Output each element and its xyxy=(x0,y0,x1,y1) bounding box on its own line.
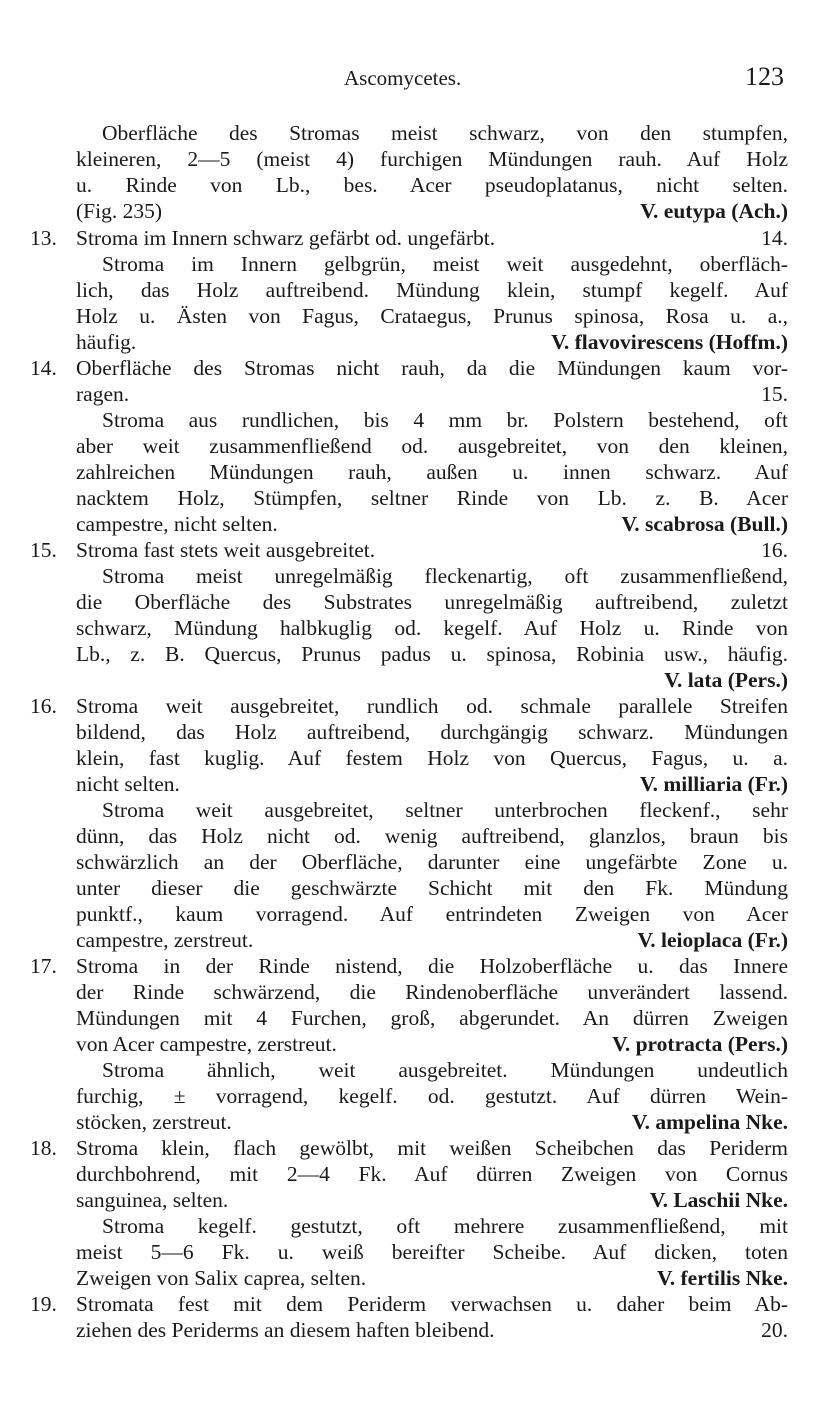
couplet-number: 19. xyxy=(30,1292,57,1316)
couplet-number: 13. xyxy=(30,226,57,250)
text-line: häufig. xyxy=(76,330,137,354)
species-name: V. Laschii Nke. xyxy=(649,1188,788,1212)
text-line: ziehen des Periderms an diesem haften bleibend. xyxy=(76,1318,495,1342)
species-name: V. lata (Pers.) xyxy=(664,668,788,692)
species-name: V. fertilis Nke. xyxy=(657,1266,788,1290)
text-line: Stroma in der Rinde nistend, die Holzoberfläche u. das Innere xyxy=(76,954,788,978)
text-line: die Oberfläche des Substrates unregelmäßig auftreibend, zuletzt xyxy=(76,590,788,614)
text-line: Stromata fest mit dem Periderm verwachsen u. daher beim Ab- xyxy=(76,1292,788,1316)
text-line: stöcken, zerstreut. xyxy=(76,1110,232,1134)
text-line: Holz u. Ästen von Fagus, Crataegus, Prunus spinosa, Rosa u. a., xyxy=(76,304,788,328)
text-line: zahlreichen Mündungen rauh, außen u. innen schwarz. Auf xyxy=(76,460,788,484)
text-line: schwarz, Mündung halbkuglig od. kegelf. Auf Holz u. Rinde von xyxy=(76,616,788,640)
lead-reference: 16. xyxy=(761,538,788,562)
text-line: klein, fast kuglig. Auf festem Holz von Quercus, Fagus, u. a. xyxy=(76,746,788,770)
text-line: von Acer campestre, zerstreut. xyxy=(76,1032,337,1056)
text-line: campestre, zerstreut. xyxy=(76,928,254,952)
text-line: u. Rinde von Lb., bes. Acer pseudoplatanus, nicht selten. xyxy=(76,173,788,197)
text-line: meist 5—6 Fk. u. weiß bereifter Scheibe. Auf dicken, toten xyxy=(76,1240,788,1264)
text-line: dünn, das Holz nicht od. wenig auftreibend, glanzlos, braun bis xyxy=(76,824,788,848)
species-name: V. flavovirescens (Hoffm.) xyxy=(551,330,788,354)
text-line: der Rinde schwärzend, die Rindenoberfläche unverändert lassend. xyxy=(76,980,788,1004)
species-name: V. milliaria (Fr.) xyxy=(639,772,788,796)
text-line: ragen. xyxy=(76,382,130,406)
text-line: schwärzlich an der Oberfläche, darunter eine ungefärbte Zone u. xyxy=(76,850,788,874)
couplet-number: 18. xyxy=(30,1136,57,1160)
page-number: 123 xyxy=(745,62,784,91)
text-line: Stroma aus rundlichen, bis 4 mm br. Polstern bestehend, oft xyxy=(102,408,788,432)
text-line: campestre, nicht selten. xyxy=(76,512,278,536)
lead-reference: 15. xyxy=(761,382,788,406)
couplet-number: 14. xyxy=(30,356,57,380)
species-name: V. eutypa (Ach.) xyxy=(640,199,788,223)
text-line: aber weit zusammenfließend od. ausgebreitet, von den kleinen, xyxy=(76,434,788,458)
couplet-number: 15. xyxy=(30,538,57,562)
lead-reference: 20. xyxy=(761,1318,788,1342)
text-line: kleineren, 2—5 (meist 4) furchigen Mündungen rauh. Auf Holz xyxy=(76,147,788,171)
couplet-number: 17. xyxy=(30,954,57,978)
text-line: punktf., kaum vorragend. Auf entrindeten Zweigen von Acer xyxy=(76,902,788,926)
text-line: (Fig. 235) xyxy=(76,199,162,223)
text-line: nicht selten. xyxy=(76,772,180,796)
text-line: unter dieser die geschwärzte Schicht mit den Fk. Mündung xyxy=(76,876,788,900)
species-name: V. protracta (Pers.) xyxy=(612,1032,788,1056)
couplet-number: 16. xyxy=(30,694,57,718)
text-line: Stroma im Innern gelbgrün, meist weit ausgedehnt, oberfläch- xyxy=(102,252,788,276)
text-line: lich, das Holz auftreibend. Mündung klein, stumpf kegelf. Auf xyxy=(76,278,788,302)
species-name: V. scabrosa (Bull.) xyxy=(621,512,788,536)
text-line: Stroma weit ausgebreitet, rundlich od. schmale parallele Streifen xyxy=(76,694,788,718)
species-name: V. leioplaca (Fr.) xyxy=(637,928,788,952)
text-line: durchbohrend, mit 2—4 Fk. Auf dürren Zweigen von Cornus xyxy=(76,1162,788,1186)
text-line: Lb., z. B. Quercus, Prunus padus u. spinosa, Robinia usw., häufig. xyxy=(76,642,788,666)
lead-reference: 14. xyxy=(761,226,788,250)
text-line: Stroma fast stets weit ausgebreitet. xyxy=(76,538,376,562)
text-line: Stroma klein, flach gewölbt, mit weißen Scheibchen das Periderm xyxy=(76,1136,788,1160)
text-line: bildend, das Holz auftreibend, durchgängig schwarz. Mündungen xyxy=(76,720,788,744)
text-line: sanguinea, selten. xyxy=(76,1188,229,1212)
species-name: V. ampelina Nke. xyxy=(631,1110,788,1134)
text-line: furchig, ± vorragend, kegelf. od. gestutzt. Auf dürren Wein- xyxy=(76,1084,788,1108)
text-line: Stroma ähnlich, weit ausgebreitet. Mündungen undeutlich xyxy=(102,1058,788,1082)
header-title: Ascomycetes. xyxy=(344,66,462,90)
text-line: Stroma im Innern schwarz gefärbt od. ungefärbt. xyxy=(76,226,496,250)
text-line: Mündungen mit 4 Furchen, groß, abgerundet. An dürren Zweigen xyxy=(76,1006,788,1030)
text-line: nacktem Holz, Stümpfen, seltner Rinde von Lb. z. B. Acer xyxy=(76,486,788,510)
text-line: Stroma meist unregelmäßig fleckenartig, oft zusammenfließend, xyxy=(102,564,788,588)
text-line: Stroma weit ausgebreitet, seltner unterbrochen fleckenf., sehr xyxy=(102,798,788,822)
text-line: Stroma kegelf. gestutzt, oft mehrere zusammenfließend, mit xyxy=(102,1214,788,1238)
running-header xyxy=(76,62,788,96)
text-line: Zweigen von Salix caprea, selten. xyxy=(76,1266,367,1290)
text-line: Oberfläche des Stromas nicht rauh, da die Mündungen kaum vor- xyxy=(76,356,788,380)
text-line: Oberfläche des Stromas meist schwarz, von den stumpfen, xyxy=(102,121,788,145)
